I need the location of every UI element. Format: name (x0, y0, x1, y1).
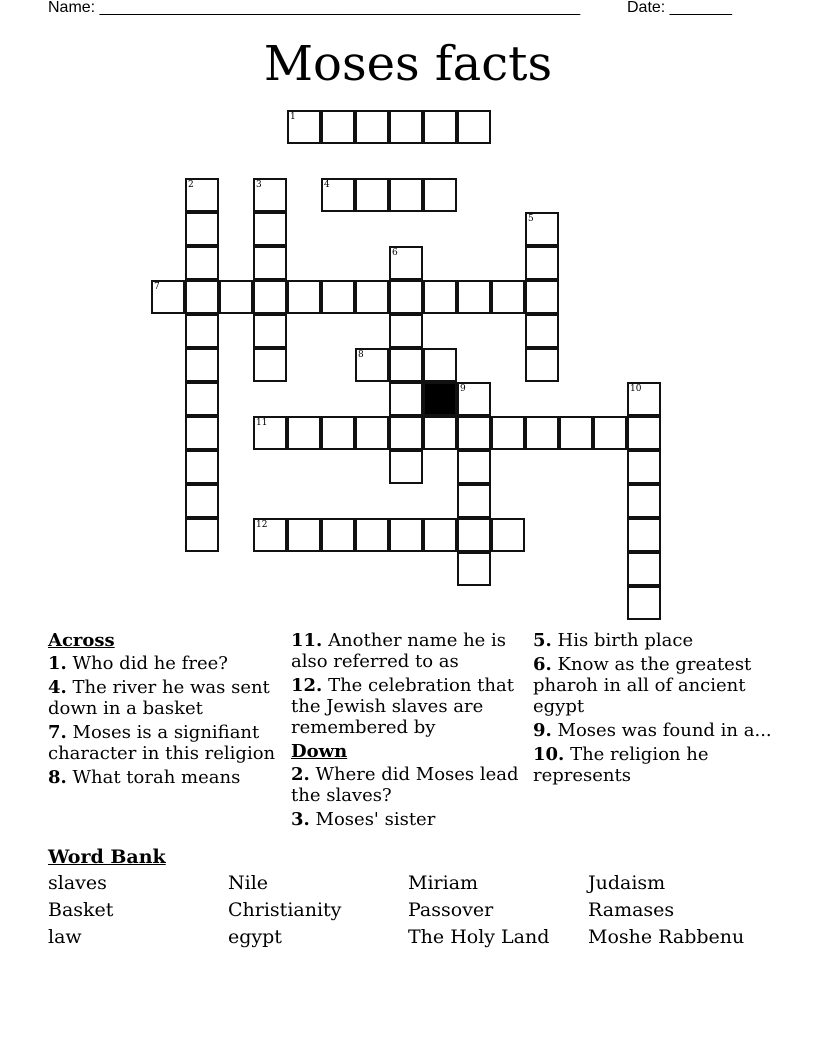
grid-cell[interactable] (185, 280, 219, 314)
grid-cell[interactable] (525, 246, 559, 280)
across-heading: Across (48, 630, 115, 651)
across-clue-4: 4. The river he was sent down in a basket (48, 677, 270, 719)
grid-cell[interactable] (185, 246, 219, 280)
word-bank-item: Basket (48, 899, 114, 921)
grid-cell[interactable] (525, 212, 559, 246)
grid-cell[interactable] (389, 382, 423, 416)
word-bank-item: The Holy Land (408, 926, 550, 948)
grid-cell[interactable] (287, 416, 321, 450)
grid-cell[interactable] (457, 518, 491, 552)
clue-number: 4 (324, 180, 330, 190)
down-clue-10: 10. The religion he represents (533, 744, 709, 786)
word-bank-item: Christianity (228, 899, 342, 921)
down-clue-6: 6. Know as the greatest pharoh in all of ancient egypt (533, 654, 752, 717)
across-clue-7: 7. Moses is a signifiant character in this religion (48, 722, 276, 764)
grid-cell[interactable] (423, 178, 457, 212)
word-bank-item: Moshe Rabbenu (588, 926, 745, 948)
black-cell (423, 382, 457, 416)
grid-cell[interactable] (389, 416, 423, 450)
word-bank-item: slaves (48, 872, 107, 894)
down-clue-3: 3. Moses' sister (291, 809, 436, 830)
word-bank-item: Ramases (588, 899, 675, 921)
grid-cell[interactable] (491, 280, 525, 314)
grid-cell[interactable] (457, 484, 491, 518)
grid-cell[interactable] (321, 416, 355, 450)
clue-number: 12 (256, 520, 268, 530)
grid-cell[interactable] (457, 382, 491, 416)
grid-cell[interactable] (355, 280, 389, 314)
clue-number: 2 (188, 180, 194, 190)
word-bank-item: Passover (408, 899, 494, 921)
word-bank-item: Miriam (408, 872, 479, 894)
grid-cell[interactable] (525, 280, 559, 314)
grid-cell[interactable] (389, 518, 423, 552)
grid-cell[interactable] (253, 178, 287, 212)
grid-cell[interactable] (253, 280, 287, 314)
grid-cell[interactable] (491, 518, 525, 552)
grid-cell[interactable] (185, 314, 219, 348)
grid-cell[interactable] (287, 280, 321, 314)
grid-cell[interactable] (253, 314, 287, 348)
grid-cell[interactable] (389, 314, 423, 348)
grid-cell[interactable] (185, 348, 219, 382)
grid-cell[interactable] (457, 450, 491, 484)
word-bank-item: law (48, 926, 82, 948)
across-clue-12: 12. The celebration that the Jewish slaves are remembered by (291, 675, 514, 738)
name-field[interactable]: Name: ______________________________________________________ (48, 0, 581, 16)
grid-cell[interactable] (525, 314, 559, 348)
clue-number: 3 (256, 180, 262, 190)
down-clue-2: 2. Where did Moses lead the slaves? (291, 764, 519, 806)
grid-cell[interactable] (355, 110, 389, 144)
grid-cell[interactable] (253, 246, 287, 280)
clue-number: 8 (358, 350, 364, 360)
clue-number: 10 (630, 384, 642, 394)
grid-cell[interactable] (185, 518, 219, 552)
clue-number: 1 (290, 112, 296, 122)
clue-number: 9 (460, 384, 466, 394)
grid-cell[interactable] (185, 416, 219, 450)
grid-cell[interactable] (287, 518, 321, 552)
grid-cell[interactable] (491, 416, 525, 450)
grid-cell[interactable] (389, 348, 423, 382)
grid-cell[interactable] (321, 110, 355, 144)
grid-cell[interactable] (355, 178, 389, 212)
across-clue-1: 1. Who did he free? (48, 653, 228, 674)
grid-cell[interactable] (185, 212, 219, 246)
grid-cell[interactable] (253, 348, 287, 382)
grid-cell[interactable] (593, 416, 627, 450)
grid-cell[interactable] (355, 518, 389, 552)
grid-cell[interactable] (525, 348, 559, 382)
grid-cell[interactable] (355, 348, 389, 382)
clue-number: 5 (528, 214, 534, 224)
grid-cell[interactable] (457, 416, 491, 450)
grid-cell[interactable] (185, 450, 219, 484)
word-bank-item: egypt (228, 926, 282, 948)
clues-column-2 (291, 630, 521, 833)
grid-cell[interactable] (355, 416, 389, 450)
grid-cell[interactable] (253, 518, 287, 552)
grid-cell[interactable] (389, 178, 423, 212)
grid-cell[interactable] (457, 280, 491, 314)
grid-cell[interactable] (423, 416, 457, 450)
grid-cell[interactable] (627, 416, 661, 450)
grid-cell[interactable] (627, 586, 661, 620)
clues-column-3 (533, 630, 773, 789)
down-clue-9: 9. Moses was found in a... (533, 720, 772, 741)
grid-cell[interactable] (423, 518, 457, 552)
word-bank-list (48, 872, 768, 948)
across-clue-8: 8. What torah means (48, 767, 241, 788)
grid-cell[interactable] (627, 484, 661, 518)
grid-cell[interactable] (389, 246, 423, 280)
grid-cell[interactable] (627, 552, 661, 586)
grid-cell[interactable] (389, 110, 423, 144)
grid-cell[interactable] (185, 484, 219, 518)
date-field[interactable]: Date: _______ (627, 0, 732, 16)
grid-cell[interactable] (321, 280, 355, 314)
grid-cell[interactable] (287, 110, 321, 144)
grid-cell[interactable] (253, 416, 287, 450)
word-bank-item: Nile (228, 872, 269, 894)
grid-cell[interactable] (627, 518, 661, 552)
grid-cell[interactable] (423, 348, 457, 382)
clue-number: 7 (154, 282, 160, 292)
grid-cell[interactable] (321, 178, 355, 212)
clue-number: 6 (392, 248, 398, 258)
grid-cell[interactable] (219, 280, 253, 314)
word-bank (48, 846, 768, 948)
grid-cell[interactable] (559, 416, 593, 450)
grid-cell[interactable] (457, 552, 491, 586)
page-title: Moses facts (263, 36, 553, 92)
grid-cell[interactable] (389, 280, 423, 314)
grid-cell[interactable] (627, 450, 661, 484)
grid-cell[interactable] (321, 518, 355, 552)
word-bank-heading: Word Bank (48, 846, 166, 868)
grid-cell[interactable] (253, 212, 287, 246)
word-bank-item: Judaism (588, 872, 666, 894)
clue-number: 11 (256, 418, 268, 428)
grid-cell[interactable] (423, 110, 457, 144)
clues-column-1 (48, 630, 278, 791)
grid-cell[interactable] (185, 178, 219, 212)
grid-cell[interactable] (423, 280, 457, 314)
grid-cell[interactable] (627, 382, 661, 416)
grid-cell[interactable] (525, 416, 559, 450)
grid-cell[interactable] (151, 280, 185, 314)
down-heading: Down (291, 741, 348, 762)
grid-cell[interactable] (389, 450, 423, 484)
grid-cell[interactable] (185, 382, 219, 416)
down-clue-5: 5. His birth place (533, 630, 694, 651)
grid-cell[interactable] (457, 110, 491, 144)
across-clue-11: 11. Another name he is also referred to as (291, 630, 507, 672)
